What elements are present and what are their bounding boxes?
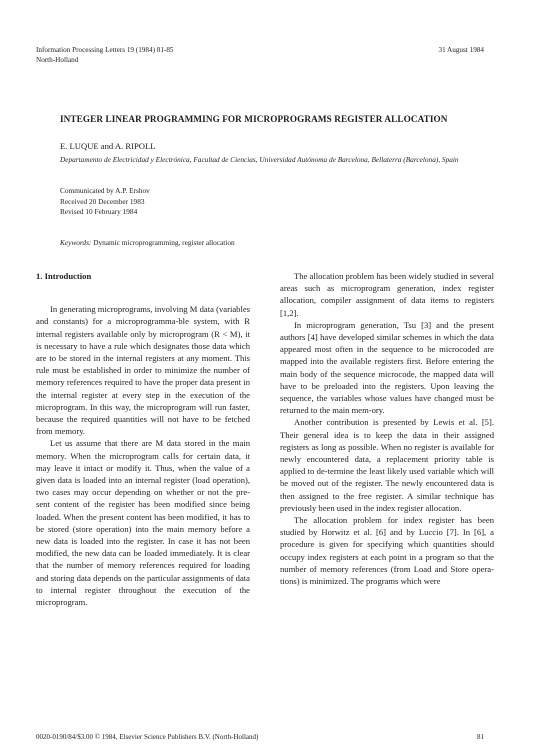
keywords-label: Keywords:	[60, 238, 92, 247]
affiliation: Departamento de Electricidad y Electrónica, Facultad de Ciencias, Universidad Autónoma de Barcelona, Bellaterra (Barcelona), Spain	[60, 155, 459, 164]
paragraph: The allocation problem for index register has been studied by Horwitz et al. [6] and by Luccio [7]. In [6], a procedure is given for specifying which quantities should occupy index registers at each point in a program so that the number of memory references (from Load and Store opera-tions) is minimized. The programs which were	[280, 515, 494, 587]
right-column	[280, 270, 494, 587]
revised-date: Revised 10 February 1984	[60, 207, 138, 216]
paragraph: The allocation problem has been widely studied in several areas such as microprogram generation, index register allocation, compiler assignment of data items to registers [1,2].	[280, 271, 494, 318]
publisher: North-Holland	[36, 56, 79, 64]
author-list: E. LUQUE and A. RIPOLL	[60, 141, 156, 151]
paragraph: Another contribution is presented by Lewis et al. [5]. Their general idea is to keep the data in their assigned registers as long as possible. When no register is available for newly encountered data, a replacement priority table is applied to de-termine the least likely used variable which will be moved out of the register. The newly encountered data is then assigned to the free register. A similar technique has previously been used in the index register allocation.	[280, 417, 494, 513]
keywords-text: Dynamic microprogramming, register allocation	[93, 238, 235, 247]
running-header	[36, 45, 484, 65]
keywords	[60, 238, 235, 247]
received-date: Received 20 December 1983	[60, 196, 145, 206]
issue-date: 31 August 1984	[438, 46, 484, 54]
page-footer	[36, 733, 484, 741]
communication-info	[60, 186, 150, 218]
paragraph: In microprogram generation, Tsu [3] and the present authors [4] have developed similar schemes in which the data appeared most often in the sequence to be microcoded are mapped into the available registers first. Before entering the main body of the sequence microcode, the mapped data will have to be preloaded into the registers. Upon leaving the sequence, the variables whose values have changed must be returned to the main mem-ory.	[280, 319, 494, 416]
page-number: 81	[477, 733, 484, 741]
left-column	[36, 270, 250, 608]
paragraph: In generating microprograms, involving M data (variables and constants) for a microprogramma-ble system, with R internal registers available only by microprogram (R < M), it is necessary to have a rule which designates those data which are to be stored in the internal registers at any moment. This rule must be established in order to minimize the number of memory references required to have the proper data present in the internal register at every step in the execution of the microprogram. In this way, the microprogram will run faster, because the required quantities will not have to be fetched from memory.	[36, 304, 250, 437]
journal-citation: Information Processing Letters 19 (1984) 81-85	[36, 46, 174, 54]
section-heading: 1. Introduction	[36, 271, 92, 281]
paper-title: INTEGER LINEAR PROGRAMMING FOR MICROPROGRAMS REGISTER ALLOCATION	[60, 114, 448, 124]
communicated-by: Communicated by A.P. Ershov	[60, 186, 150, 195]
header-left	[36, 45, 174, 65]
paragraph: Let us assume that there are M data stored in the main memory. When the microprogram calls for certain data, it may leave it intact or modify it. Thus, when the value of a given data is loaded into an internal register (load operation), two cases may occur depending on whether or not the pre-sent content of the register has been modified since being loaded. When the present content has been modified, it has to be stored (store operation) into the main memory before a new data is loaded into the register. In case it has not been modified, the new data can be loaded immediately. It is clear that the number of memory references required for loading and storing data depends on the particular assignments of data to internal register throughout the execution of the microprogram.	[36, 438, 250, 608]
copyright-code: 0020-0190/84/$3.00 © 1984, Elsevier Science Publishers B.V. (North-Holland)	[36, 733, 259, 741]
